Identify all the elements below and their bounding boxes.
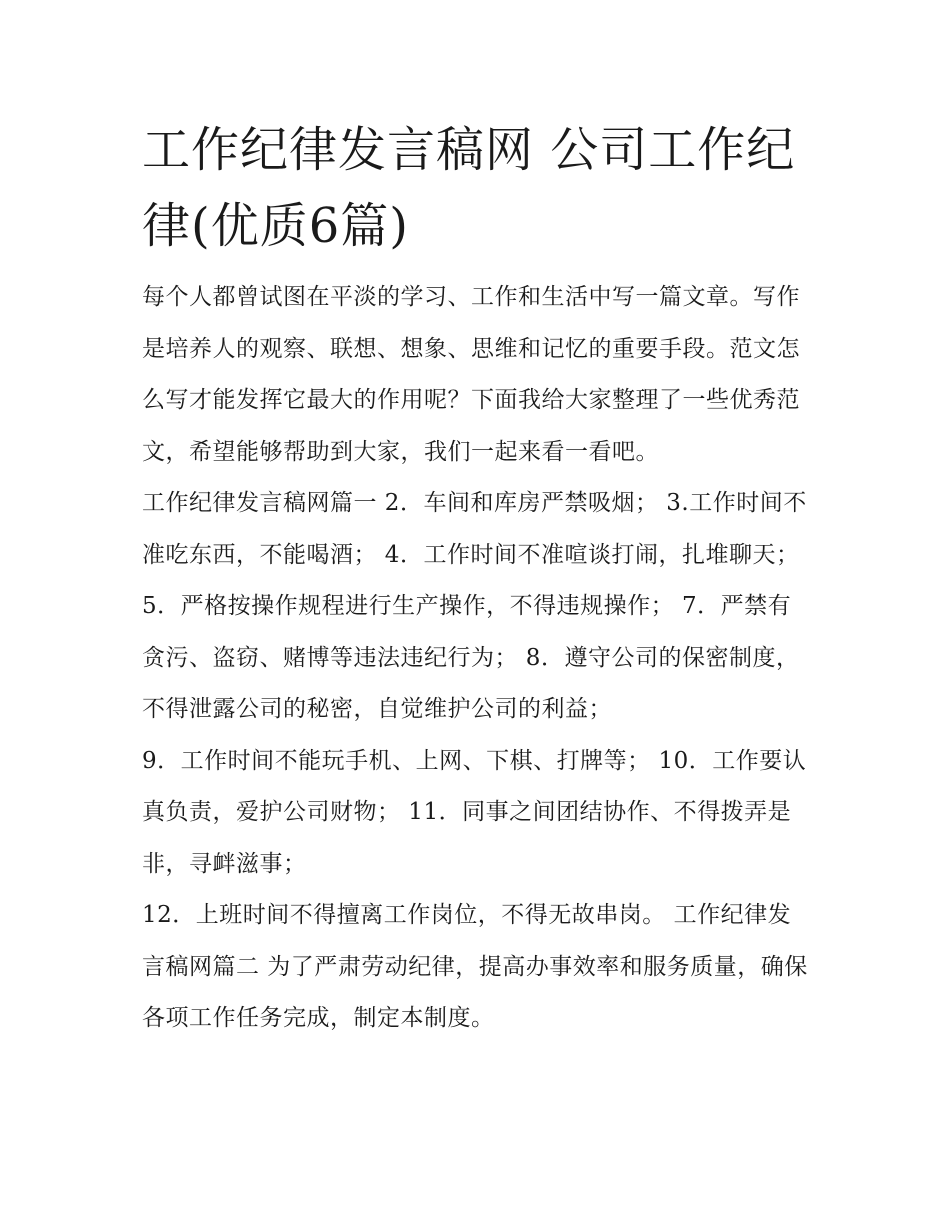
document-title: 工作纪律发言稿网 公司工作纪律(优质6篇) [142,122,796,254]
paragraph-rules-2: 5．严格按操作规程进行生产操作，不得违规操作； 7．严禁有贪污、盗窃、赌博等违法违纪行为； 8．遵守公司的保密制度，不得泄露公司的秘密，自觉维护公司的利益； [142,593,800,722]
document-page [142,112,814,1045]
paragraph-rules-3: 9．工作时间不能玩手机、上网、下棋、打牌等； 10．工作要认真负责，爱护公司财物； 11．同事之间团结协作、不得拨弄是非，寻衅滋事； [142,747,807,877]
paragraph-rules-1: 工作纪律发言稿网篇一 2．车间和库房严禁吸烟； 3.工作时间不准吃东西，不能喝酒； 4．工作时间不准喧谈打闹，扎堆聊天； [142,490,807,568]
paragraph-rules-4: 12．上班时间不得擅离工作岗位，不得无故串岗。 工作纪律发言稿网篇二 为了严肃劳动纪律，提高办事效率和服务质量，确保各项工作任务完成，制定本制度。 [142,902,808,1031]
paragraph-intro: 每个人都曾试图在平淡的学习、工作和生活中写一篇文章。写作是培养人的观察、联想、想象、思维和记忆的重要手段。范文怎么写才能发挥它最大的作用呢？下面我给大家整理了一些优秀范文，希望能够帮助到大家，我们一起来看一看吧。 [142,284,800,465]
